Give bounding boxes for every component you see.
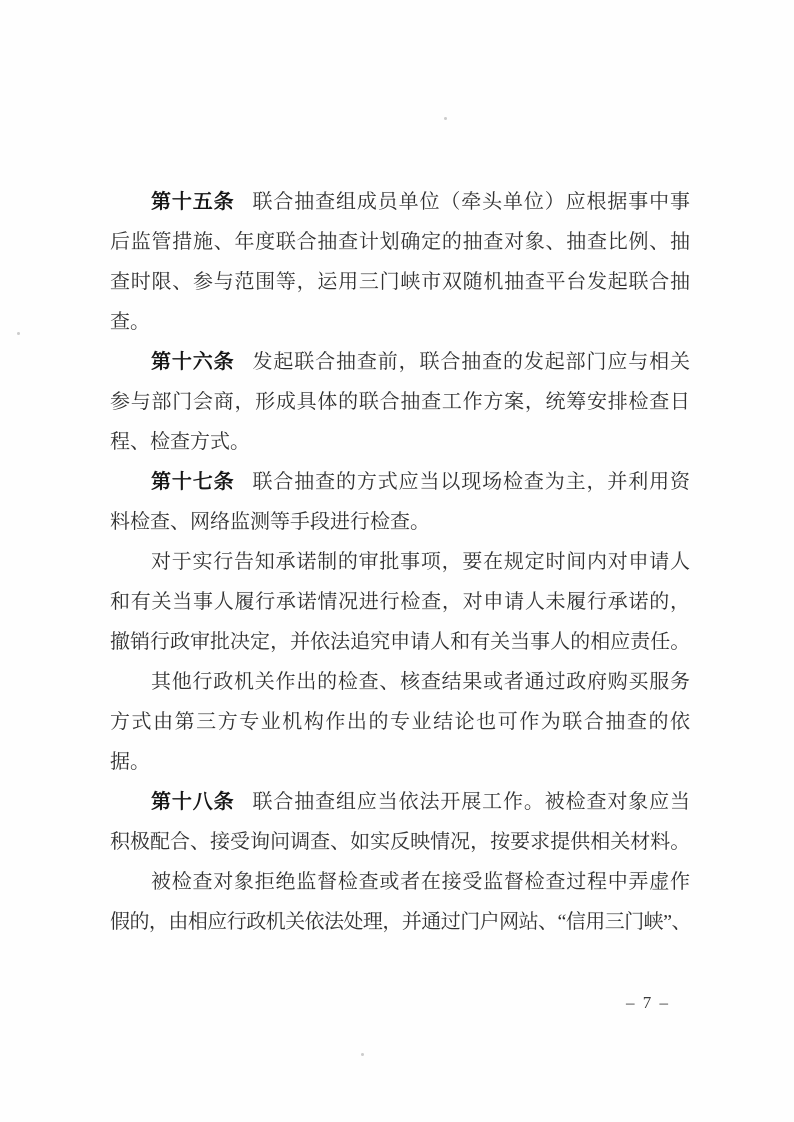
page-number: – 7 – (626, 993, 670, 1012)
line-text: 联合抽查组成员单位（牵头单位）应根据事中事 (252, 191, 690, 213)
paragraph-line (110, 822, 690, 862)
paragraph-line (110, 902, 690, 942)
line-text: 其他行政机关作出的检查、核查结果或者通过政府购买服务 (151, 671, 690, 693)
line-text: 和有关当事人履行承诺情况进行检查，对申请人未履行承诺的， (110, 591, 690, 613)
line-text: 假的，由相应行政机关依法处理，并通过门户网站、“信用三门峡”、 (110, 911, 690, 933)
paragraph-line (110, 742, 690, 782)
scan-speck (17, 332, 20, 335)
line-text: 方式由第三方专业机构作出的专业结论也可作为联合抽查的依 (110, 711, 690, 733)
paragraph-line (110, 542, 690, 582)
line-text: 料检查、网络监测等手段进行检查。 (110, 511, 430, 533)
line-text: 联合抽查的方式应当以现场检查为主，并利用资 (252, 471, 690, 493)
line-text: 程、检查方式。 (110, 431, 250, 453)
line-text: 后监管措施、年度联合抽查计划确定的抽查对象、抽查比例、抽 (110, 231, 690, 253)
line-text: 发起联合抽查前，联合抽查的发起部门应与相关 (252, 351, 690, 373)
article-number: 第十八条 (151, 791, 235, 813)
paragraph-line (110, 302, 690, 342)
paragraph-line (110, 382, 690, 422)
line-text: 积极配合、接受询问调查、如实反映情况，按要求提供相关材料。 (110, 831, 690, 853)
line-text: 查时限、参与范围等，运用三门峡市双随机抽查平台发起联合抽 (110, 271, 690, 293)
paragraph-line (110, 222, 690, 262)
line-text: 被检查对象拒绝监督检查或者在接受监督检查过程中弄虚作 (151, 871, 690, 893)
article-number: 第十七条 (151, 471, 235, 493)
article-heading-line (110, 342, 690, 382)
line-text: 据。 (110, 751, 150, 773)
scan-speck (361, 1053, 364, 1056)
line-text: 对于实行告知承诺制的审批事项，要在规定时间内对申请人 (151, 551, 690, 573)
article-heading-line (110, 182, 690, 222)
paragraph-line (110, 702, 690, 742)
paragraph-line (110, 262, 690, 302)
paragraph-line (110, 422, 690, 462)
line-text: 联合抽查组应当依法开展工作。被检查对象应当 (252, 791, 690, 813)
article-heading-line (110, 462, 690, 502)
line-text: 参与部门会商，形成具体的联合抽查工作方案，统筹安排检查日 (110, 391, 690, 413)
article-heading-line (110, 782, 690, 822)
line-text: 撤销行政审批决定，并依法追究申请人和有关当事人的相应责任。 (110, 631, 690, 653)
document-body (110, 182, 690, 942)
paragraph-line (110, 502, 690, 542)
paragraph-line (110, 662, 690, 702)
scan-speck (444, 117, 447, 120)
article-number: 第十六条 (151, 351, 235, 373)
paragraph-line (110, 622, 690, 662)
paragraph-line (110, 582, 690, 622)
line-text: 查。 (110, 311, 150, 333)
paragraph-line (110, 862, 690, 902)
article-number: 第十五条 (151, 191, 235, 213)
